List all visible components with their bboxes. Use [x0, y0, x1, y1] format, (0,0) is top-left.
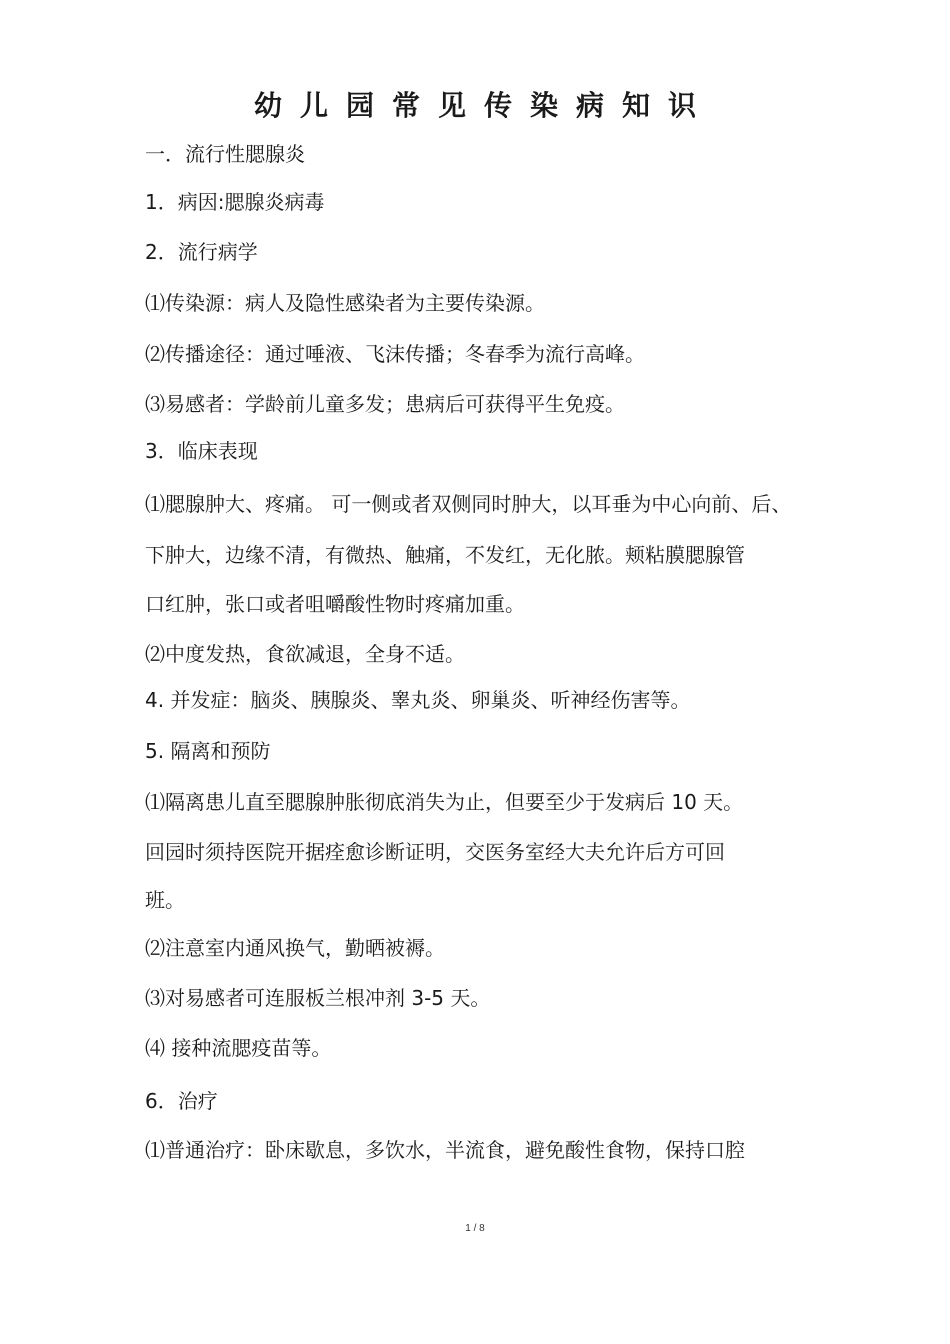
paragraph-line: 回园时须持医院开据痊愈诊断证明，交医务室经大夫允许后方可回: [145, 840, 725, 864]
subheading-complications: 4. 并发症：脑炎、胰腺炎、睾丸炎、卵巢炎、听神经伤害等。: [145, 688, 691, 712]
paragraph-line: ⑷ 接种流腮疫苗等。: [145, 1036, 332, 1060]
paragraph-line: ⑵中度发热，食欲减退，全身不适。: [145, 642, 465, 666]
document-title: 幼儿园常见传染病知识: [253, 89, 714, 122]
paragraph-line: ⑴隔离患儿直至腮腺肿胀彻底消失为止，但要至少于发病后 10 天。: [145, 790, 744, 814]
subheading-isolation: 5. 隔离和预防: [145, 739, 271, 763]
paragraph-line: ⑴传染源：病人及隐性感染者为主要传染源。: [145, 291, 545, 315]
subheading-epidemiology: 2．流行病学: [145, 240, 258, 264]
paragraph-line: ⑴腮腺肿大、疼痛。 可一侧或者双侧同时肿大，以耳垂为中心向前、后、: [145, 492, 792, 516]
subheading-cause: 1．病因:腮腺炎病毒: [145, 190, 325, 214]
paragraph-line: ⑵传播途径：通过唾液、飞沫传播；冬春季为流行高峰。: [145, 342, 645, 366]
section-heading-mumps: 一．流行性腮腺炎: [145, 142, 305, 166]
paragraph-line: 下肿大，边缘不清，有微热、触痛，不发红，无化脓。颊粘膜腮腺管: [145, 543, 745, 567]
paragraph-line: ⑵注意室内通风换气，勤晒被褥。: [145, 936, 445, 960]
subheading-clinical: 3．临床表现: [145, 439, 258, 463]
page-number: 1 / 8: [465, 1223, 485, 1234]
paragraph-line: 班。: [145, 888, 185, 912]
paragraph-line: ⑴普通治疗：卧床歇息，多饮水，半流食，避免酸性食物，保持口腔: [145, 1138, 745, 1162]
paragraph-line: ⑶对易感者可连服板兰根冲剂 3-5 天。: [145, 986, 491, 1010]
subheading-treatment: 6．治疗: [145, 1089, 218, 1113]
paragraph-line: 口红肿，张口或者咀嚼酸性物时疼痛加重。: [145, 592, 525, 616]
paragraph-line: ⑶易感者：学龄前儿童多发；患病后可获得平生免疫。: [145, 392, 625, 416]
